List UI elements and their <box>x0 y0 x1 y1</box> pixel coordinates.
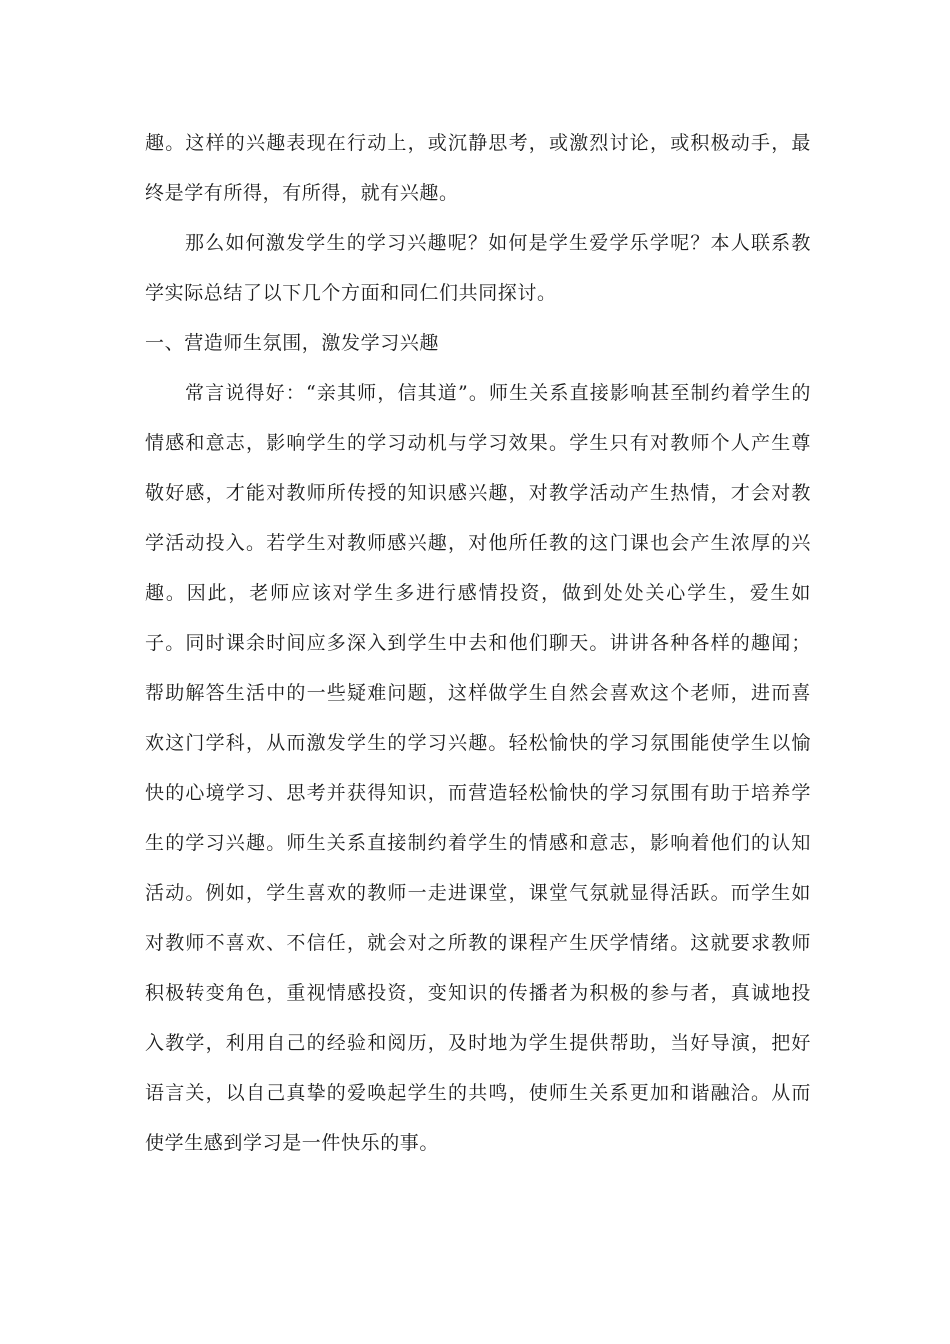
paragraph-continuation: 趣。这样的兴趣表现在行动上，或沉静思考，或激烈讨论，或积极动手，最终是学有所得，有所得，就有兴趣。 <box>145 132 811 204</box>
section-heading: 一、营造师生氛围，激发学习兴趣 <box>145 332 440 354</box>
document-body <box>145 118 811 1168</box>
paragraph-intro: 那么如何激发学生的学习兴趣呢？如何是学生爱学乐学呢？本人联系教学实际总结了以下几个方面和同仁们共同探讨。 <box>145 232 811 304</box>
paragraph-body: 常言说得好：“亲其师，信其道”。师生关系直接影响甚至制约着学生的情感和意志，影响学生的学习动机与学习效果。学生只有对教师个人产生尊敬好感，才能对教师所传授的知识感兴趣，对教学活动产生热情，才会对教学活动投入。若学生对教师感兴趣，对他所任教的这门课也会产生浓厚的兴趣。因此，老师应该对学生多进行感情投资，做到处处关心学生，爱生如子。同时课余时间应多深入到学生中去和他们聊天。讲讲各种各样的趣闻；帮助解答生活中的一些疑难问题，这样做学生自然会喜欢这个老师，进而喜欢这门学科，从而激发学生的学习兴趣。轻松愉快的学习氛围能使学生以愉快的心境学习、思考并获得知识，而营造轻松愉快的学习氛围有助于培养学生的学习兴趣。师生关系直接制约着学生的情感和意志，影响着他们的认知活动。例如，学生喜欢的教师一走进课堂，课堂气氛就显得活跃。而学生如对教师不喜欢、不信任，就会对之所教的课程产生厌学情绪。这就要求教师积极转变角色，重视情感投资，变知识的传播者为积极的参与者，真诚地投入教学，利用自己的经验和阅历，及时地为学生提供帮助，当好导演，把好语言关，以自己真挚的爱唤起学生的共鸣，使师生关系更加和谐融洽。从而使学生感到学习是一件快乐的事。 <box>145 382 811 1154</box>
